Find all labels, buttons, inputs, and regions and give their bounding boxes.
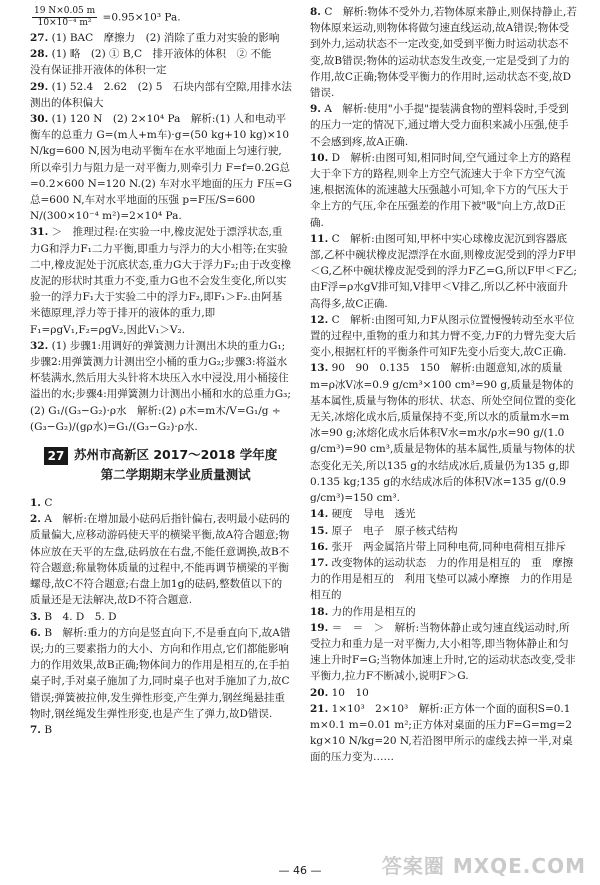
answer-item — [310, 360, 578, 506]
answer-number: 27. — [30, 32, 49, 44]
answer-number: 2. — [30, 513, 41, 526]
answer-number: 1. — [30, 497, 41, 510]
answer-number: 28. — [30, 48, 49, 61]
answer-item — [310, 150, 578, 231]
answer-text: 张开 两金属箔片带上同种电荷,同种电荷相互排斥 — [331, 540, 566, 553]
answer-number: 18. — [310, 605, 329, 618]
answer-text: C 解析:物体不受外力,若物体原来静止,则保持静止,若物体原来运动,则物体将做匀速直线运动,故A错误;物体受到外力,运动状态不一定改变,如受到平衡力时运动状态不变,故B错误;物体的运动状态发生改变,一定是受到了力的作用,故C正确;物体受平衡力的作用时,运动状态不变,故D错误. — [310, 6, 577, 100]
answer-item — [30, 495, 292, 511]
answer-number: 11. — [310, 232, 329, 245]
answer-text: ＝ ＝ ＞ 解析:当物体静止或匀速直线运动时,所受拉力和重力是一对平衡力,大小相等,即当物体静止和匀速上升时F=G;当物体加速上升时,它的运动状态改变,受非平衡力,拉力F不断减小,说明F＞G. — [310, 621, 576, 683]
answer-text: ＞ 推理过程:在实验一中,橡皮泥处于漂浮状态,重力G和浮力F₁二力平衡,即重力与浮力的大小相等;在实验二中,橡皮泥处于沉底状态,重力G大于浮力F₂;由于改变橡皮泥的形状时其重力不变,重力G也不会发生变化,所以实验一的浮力F₁大于实验二中的浮力F₂,即F₁＞F₂.由阿基米德原理,浮力等于排开的液体的重力,即F₁=ρgV₁,F₂=ρgV₂,因此V₁＞V₂. — [30, 226, 292, 336]
right-answers — [310, 4, 578, 766]
left-column — [30, 30, 292, 738]
answer-text: C 解析:由图可知,甲杯中实心球橡皮泥沉到容器底部,乙杯中碗状橡皮泥漂浮在水面,则橡皮泥受到的浮力F甲＜G,乙杯中碗状橡皮泥受到的浮力F乙=G,所以F甲＜F乙;由F浮=ρ水gV排可知,V排甲＜V排乙,所以乙杯中液面升高得多,故C正确. — [310, 232, 577, 310]
left-answers-2 — [30, 495, 292, 738]
answer-item — [310, 620, 578, 685]
answer-number: 31. — [30, 226, 49, 239]
answer-item — [310, 523, 578, 539]
answer-text: 1×10³ 2×10³ 解析:正方体一个面的面积S=0.1 m×0.1 m=0.01 m²;正方体对桌面的压力F=G=mg=2 kg×10 N/kg=20 N,若沿图甲所示的虚线去掉一半,对桌面的压力变为…… — [310, 702, 573, 764]
page-number: — 46 — — [278, 864, 322, 877]
answer-text: B 解析:重力的方向是竖直向下,不是垂直向下,故A错误;力的三要素指力的大小、方向和作用点,它们都能影响力的作用效果,故B正确;物体间力的作用是相互的,在手拍桌子时,手对桌子施加了力,同时桌子也对手施加了力,故C错误;弹簧被拉伸,发生弹性形变,产生弹力,钢丝绳悬挂重物时,钢丝绳发生弹性形变,也是产生了弹力,故D错误. — [30, 626, 291, 720]
answer-number: 16. — [310, 540, 329, 553]
left-answers — [30, 30, 292, 435]
answer-text: 原子 电子 原子核式结构 — [331, 524, 458, 537]
answer-item — [310, 685, 578, 701]
answer-number: 21. — [310, 702, 329, 715]
answer-text: B 4. D 5. D — [44, 610, 117, 623]
answer-item — [310, 312, 578, 361]
answer-number: 6. — [30, 626, 41, 639]
answer-item — [310, 101, 578, 150]
answer-item — [310, 231, 578, 312]
section-header — [30, 445, 292, 485]
answer-item — [310, 506, 578, 522]
answer-item — [310, 701, 578, 766]
answer-number: 17. — [310, 556, 329, 569]
answer-text: C 解析:由图可知,力F从图示位置慢慢转动至水平位置的过程中,重物的重力和其力臂不变,力F的力臂先变大后变小,根据杠杆的平衡条件可知F先变小后变大,故C正确. — [310, 313, 576, 359]
answer-number: 13. — [310, 362, 329, 375]
answer-text: 硬度 导电 透光 — [331, 508, 416, 521]
answer-item — [30, 609, 292, 625]
answer-text: 10 10 — [331, 686, 369, 699]
answer-item — [310, 604, 578, 620]
fraction: $\frac{19 N\times 0.05 m}{\text{10×10⁻⁴ m²}}$ — [34, 6, 96, 28]
answer-item — [30, 625, 292, 722]
answer-item — [30, 722, 292, 738]
watermark-logo: 答案圈 MXQE.COM — [381, 854, 586, 878]
top-fraction-line: $\frac{19 N\times 0.05 m}{\text{10×10⁻⁴ m²}}$ =0.95×10³ Pa. — [34, 6, 181, 28]
answer-text: B — [44, 723, 53, 736]
answer-number: 12. — [310, 313, 329, 326]
answer-text: D 解析:由图可知,相同时间,空气通过伞上方的路程大于伞下方的路程,则伞上方空气流速大于伞下方空气流速,根据流体的流速越大压强越小可知,伞下方的气压大于伞上方的气压,伞在压强差的作用下被"吸"向上方,故D正确. — [310, 151, 571, 229]
answer-text: A 解析:使用"小手提"提装满食物的塑料袋时,手受到的压力一定的情况下,通过增大受力面积来减小压强,使手不会感到疼,故A正确. — [310, 103, 569, 148]
answer-text: (1) 52.4 2.62 (2) 5 石块内部有空隙,用排水法测出的体积偏大 — [30, 80, 292, 109]
answer-item — [310, 539, 578, 555]
answer-text: (1) 120 N (2) 2×10⁴ Pa 解析:(1) 人和电动平衡车的总重力 G=(m人+m车)·g=(50 kg+10 kg)×10 N/kg=600 N,因为电动平衡车在水平地面上匀速行驶,所以牵引力与阻力是一对平衡力,则牵引力 F=f=0.2G总=0.2×600 N=120 N.(2) 车对水平地面的压力 F压=G总=600 N,车对水平地面的压强 p=F压/S=600 N/(300×10⁻⁴ m²)=2×10⁴ Pa. — [30, 113, 292, 223]
answer-item — [30, 224, 292, 337]
answer-number: 8. — [310, 6, 321, 18]
answer-number: 32. — [30, 339, 49, 352]
section-title: 苏州市高新区 2017～2018 学年度 第二学期期末学业质量测试 — [74, 447, 278, 483]
answer-text: (1) 步骤1:用调好的弹簧测力计测出木块的重力G₁;步骤2:用弹簧测力计测出空小桶的重力G₂;步骤3:将溢水杯装满水,然后用大头针将木块压入水中浸没,用小桶接住溢出的水;步骤4:用弹簧测力计测出小桶和水的总重力G₃;(2) G₁/(G₃−G₂)·ρ水 解析:(2) ρ木=m木/V=G₁/g ÷ (G₃−G₂)/(gρ水)=G₁/(G₃−G₂)·ρ水. — [30, 339, 291, 433]
answer-item — [30, 338, 292, 435]
answer-number: 10. — [310, 151, 329, 164]
answer-item — [30, 511, 292, 608]
answer-item — [30, 30, 292, 46]
answer-number: 7. — [30, 723, 41, 736]
answer-item — [310, 555, 578, 604]
right-column — [310, 4, 578, 766]
answer-text: (1) BAC 摩擦力 (2) 消除了重力对实验的影响 — [51, 32, 280, 44]
answer-item — [30, 46, 292, 78]
answer-number: 20. — [310, 686, 329, 699]
answer-text: (1) 略 (2) ① B,C 排开液体的体积 ② 不能 没有保证排开液体的体积一定 — [30, 48, 282, 77]
answer-text: 力的作用是相互的 — [331, 605, 416, 618]
answer-number: 3. — [30, 610, 41, 623]
section-number-badge: 27 — [44, 447, 68, 465]
answer-number: 15. — [310, 524, 329, 537]
answer-text: 90 90 0.135 150 解析:由题意知,冰的质量m=ρ冰V冰=0.9 g/cm³×100 cm³=90 g,质量是物体的基本属性,质量与物体的形状、状态、所处空间位置的变化无关,冰熔化成水后,质量保持不变,所以水的质量m水=m冰=90 g;冰熔化成水后体积V水=m水/ρ水=90 g/(1.0 g/cm³)=90 cm³,质量是物体的基本属性,质量与物体的状态变化无关,所以135 g的水结成冰后,质量仍为135 g,即0.135 kg;135 g的水结成冰后的体积V冰=135 g/(0.9 g/cm³)=150 cm³. — [310, 362, 576, 505]
answer-number: 14. — [310, 508, 329, 521]
answer-number: 9. — [310, 103, 321, 116]
answer-text: C — [44, 497, 53, 510]
answer-text: A 解析:在增加最小砝码后指针偏右,表明最小砝码的质量偏大,应移动游码使天平的横梁平衡,故A符合题意;物体应放在天平的左盘,砝码放在右盘,不能任意调换,故B不符合题意;称量物体质量的过程中,不能再调节横梁的平衡螺母,故C不符合题意;右盘上加1g的砝码,整数值以下的质量还是无法解决,故D不符合题意. — [30, 513, 290, 607]
answer-number: 29. — [30, 80, 49, 93]
answer-number: 19. — [310, 621, 329, 634]
answer-item — [310, 4, 578, 101]
answer-item — [30, 79, 292, 111]
answer-item — [30, 111, 292, 224]
answer-number: 30. — [30, 113, 49, 126]
answer-text: 改变物体的运动状态 力的作用是相互的 重 摩擦力的作用是相互的 利用飞垫可以减小摩擦 力的作用是相互的 — [310, 556, 574, 602]
